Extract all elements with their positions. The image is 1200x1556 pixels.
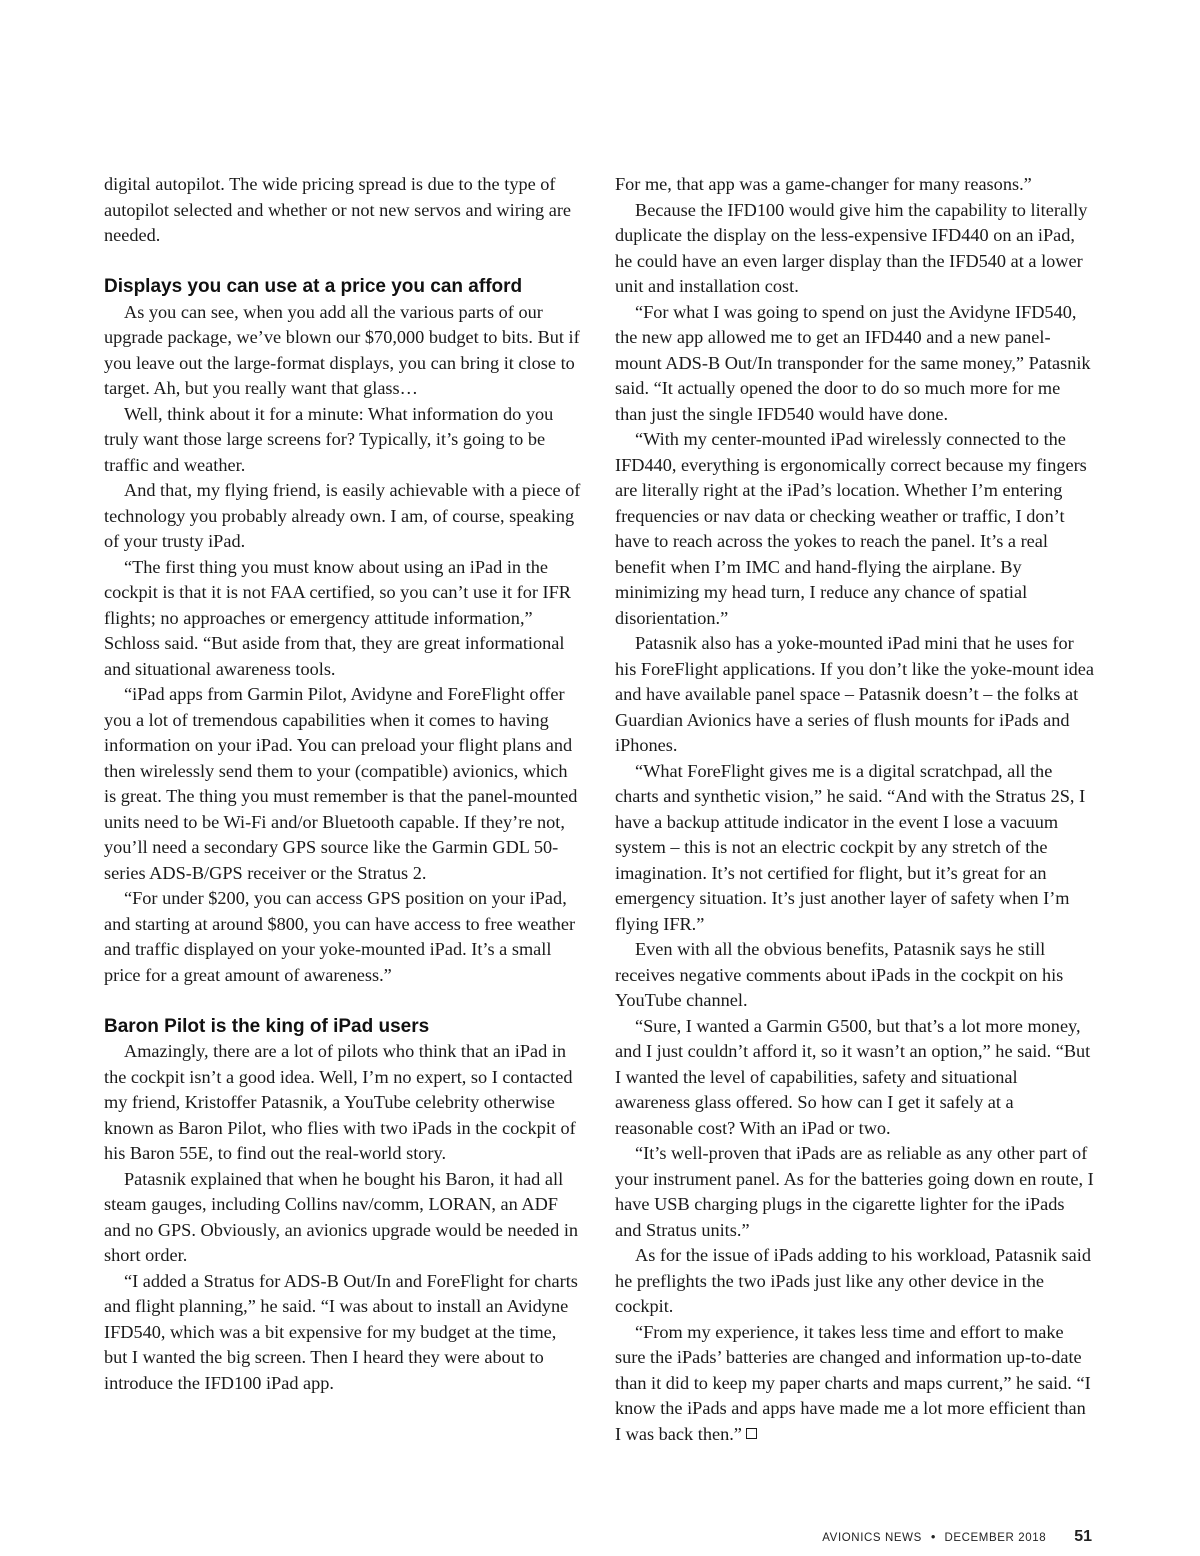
paragraph: “iPad apps from Garmin Pilot, Avidyne and ForeFlight offer you a lot of tremendous capabilities when it comes to having information on your iPad. You can preload your flight plans and then wirelessly send them to your (compatible) avionics, which is great. The thing you must remember is that the panel-mounted units need to be Wi-Fi and/or Bluetooth capable. If they’re not, you’ll need a secondary GPS source like the Garmin GDL 50-series ADS-B/GPS receiver or the Stratus 2. (104, 684, 578, 883)
paragraph: And that, my flying friend, is easily achievable with a piece of technology you probably already own. I am, of course, speaking of your trusty iPad. (104, 480, 581, 551)
paragraph: “For what I was going to spend on just the Avidyne IFD540, the new app allowed me to get an IFD440 and a new panel-mount ADS-B Out/In transponder for the same money,” Patasnik said. “It actually opened the door to do so much more for me than just the single IFD540 would have done. (615, 301, 1091, 424)
page-footer (822, 1528, 1092, 1546)
paragraph: “I added a Stratus for ADS-B Out/In and ForeFlight for charts and flight planning,” he said. “I was about to install an Avidyne IFD540, which was a bit expensive for my budget at the time, but I wanted the big screen. Then I heard they were about to introduce the IFD100 iPad app. (104, 1270, 578, 1393)
paragraph: For me, that app was a game-changer for many reasons.” (615, 174, 1032, 194)
footer-separator: • (930, 1529, 936, 1544)
right-column (615, 172, 1095, 1447)
left-column (104, 172, 582, 1396)
paragraph: “Sure, I wanted a Garmin G500, but that’s a lot more money, and I just couldn’t afford it, so it wasn’t an option,” he said. “But I wanted the level of capabilities, safety and situational awareness glass offered. So how can I get it safely at a reasonable cost? With an iPad or two. (615, 1015, 1091, 1138)
section-heading-baron-pilot: Baron Pilot is the king of iPad users (104, 1015, 430, 1037)
page-number: 51 (1074, 1528, 1092, 1545)
paragraph: Patasnik explained that when he bought his Baron, it had all steam gauges, including Collins nav/comm, LORAN, an ADF and no GPS. Obviously, an avionics upgrade would be needed in short order. (104, 1168, 579, 1265)
paragraph: Because the IFD100 would give him the capability to literally duplicate the display on the less-expensive IFD440 on an iPad, he could have an even larger display than the IFD540 at a lower unit and installation cost. (615, 199, 1088, 296)
paragraph: “With my center-mounted iPad wirelessly connected to the IFD440, everything is ergonomically correct because my fingers are literally right at the iPad’s location. Whether I’m entering frequencies or nav data or checking weather or traffic, I don’t have to reach across the yokes to reach the panel. It’s a real benefit when I’m IMC and hand-flying the airplane. By minimizing my head turn, I reduce any chance of spatial disorientation.” (615, 429, 1087, 628)
paragraph: “The first thing you must know about using an iPad in the cockpit is that it is not FAA certified, so you can’t use it for IFR flights; no approaches or emergency attitude information,” Schloss said. “But aside from that, they are great informational and situational awareness tools. (104, 556, 571, 679)
end-of-article-square-icon (746, 1428, 757, 1439)
publication-name: AVIONICS NEWS (822, 1532, 922, 1544)
issue-date: DECEMBER 2018 (944, 1532, 1047, 1544)
paragraph: “What ForeFlight gives me is a digital scratchpad, all the charts and synthetic vision,” he said. “And with the Stratus 2S, I have a backup attitude indicator in the event I lose a vacuum system – this is not an electric cockpit by any stretch of the imagination. It’s not certified for flight, but it’s great for an emergency situation. It’s just another layer of safety when I’m flying IFR.” (615, 760, 1086, 934)
paragraph: Patasnik also has a yoke-mounted iPad mini that he uses for his ForeFlight applications. If you don’t like the yoke-mount idea and have available panel space – Patasnik doesn’t – the folks at Guardian Avionics have a series of flush mounts for iPads and iPhones. (615, 633, 1094, 755)
paragraph: digital autopilot. The wide pricing spread is due to the type of autopilot selected and whether or not new servos and wiring are needed. (104, 174, 572, 245)
paragraph: As you can see, when you add all the various parts of our upgrade package, we’ve blown our $70,000 budget to bits. But if you leave out the large-format displays, you can bring it close to target. Ah, but you really want that glass… (104, 301, 580, 398)
section-heading-displays: Displays you can use at a price you can afford (104, 276, 523, 297)
paragraph: “For under $200, you can access GPS position on your iPad, and starting at around $800, you can have access to free weather and traffic displayed on your yoke-mounted iPad. It’s a small price for a great amount of awareness.” (104, 888, 576, 985)
paragraph: Even with all the obvious benefits, Patasnik says he still receives negative comments about iPads in the cockpit on his YouTube channel. (615, 939, 1064, 1010)
paragraph: Well, think about it for a minute: What information do you truly want those large screens for? Typically, it’s going to be traffic and weather. (104, 403, 554, 475)
paragraph: “It’s well-proven that iPads are as reliable as any other part of your instrument panel. As for the batteries going down en route, I have USB charging plugs in the cigarette lighter for the iPads and Stratus units.” (615, 1143, 1094, 1240)
paragraph-final (615, 1320, 1095, 1448)
paragraph: As for the issue of iPads adding to his workload, Patasnik said he preflights the two iPads just like any other device in the cockpit. (615, 1245, 1091, 1316)
final-paragraph-text: “From my experience, it takes less time and effort to make sure the iPads’ batteries are changed and information up-to-date than it did to keep my paper charts and maps current,” he said. “I know the iPads and apps have made me a lot more efficient than I was back then.” (615, 1321, 1091, 1444)
paragraph: Amazingly, there are a lot of pilots who think that an iPad in the cockpit isn’t a good idea. Well, I’m no expert, so I contacted my friend, Kristoffer Patasnik, a YouTube celebrity otherwise known as Baron Pilot, who flies with two iPads in the cockpit of his Baron 55E, to find out the real-world story. (104, 1041, 576, 1163)
